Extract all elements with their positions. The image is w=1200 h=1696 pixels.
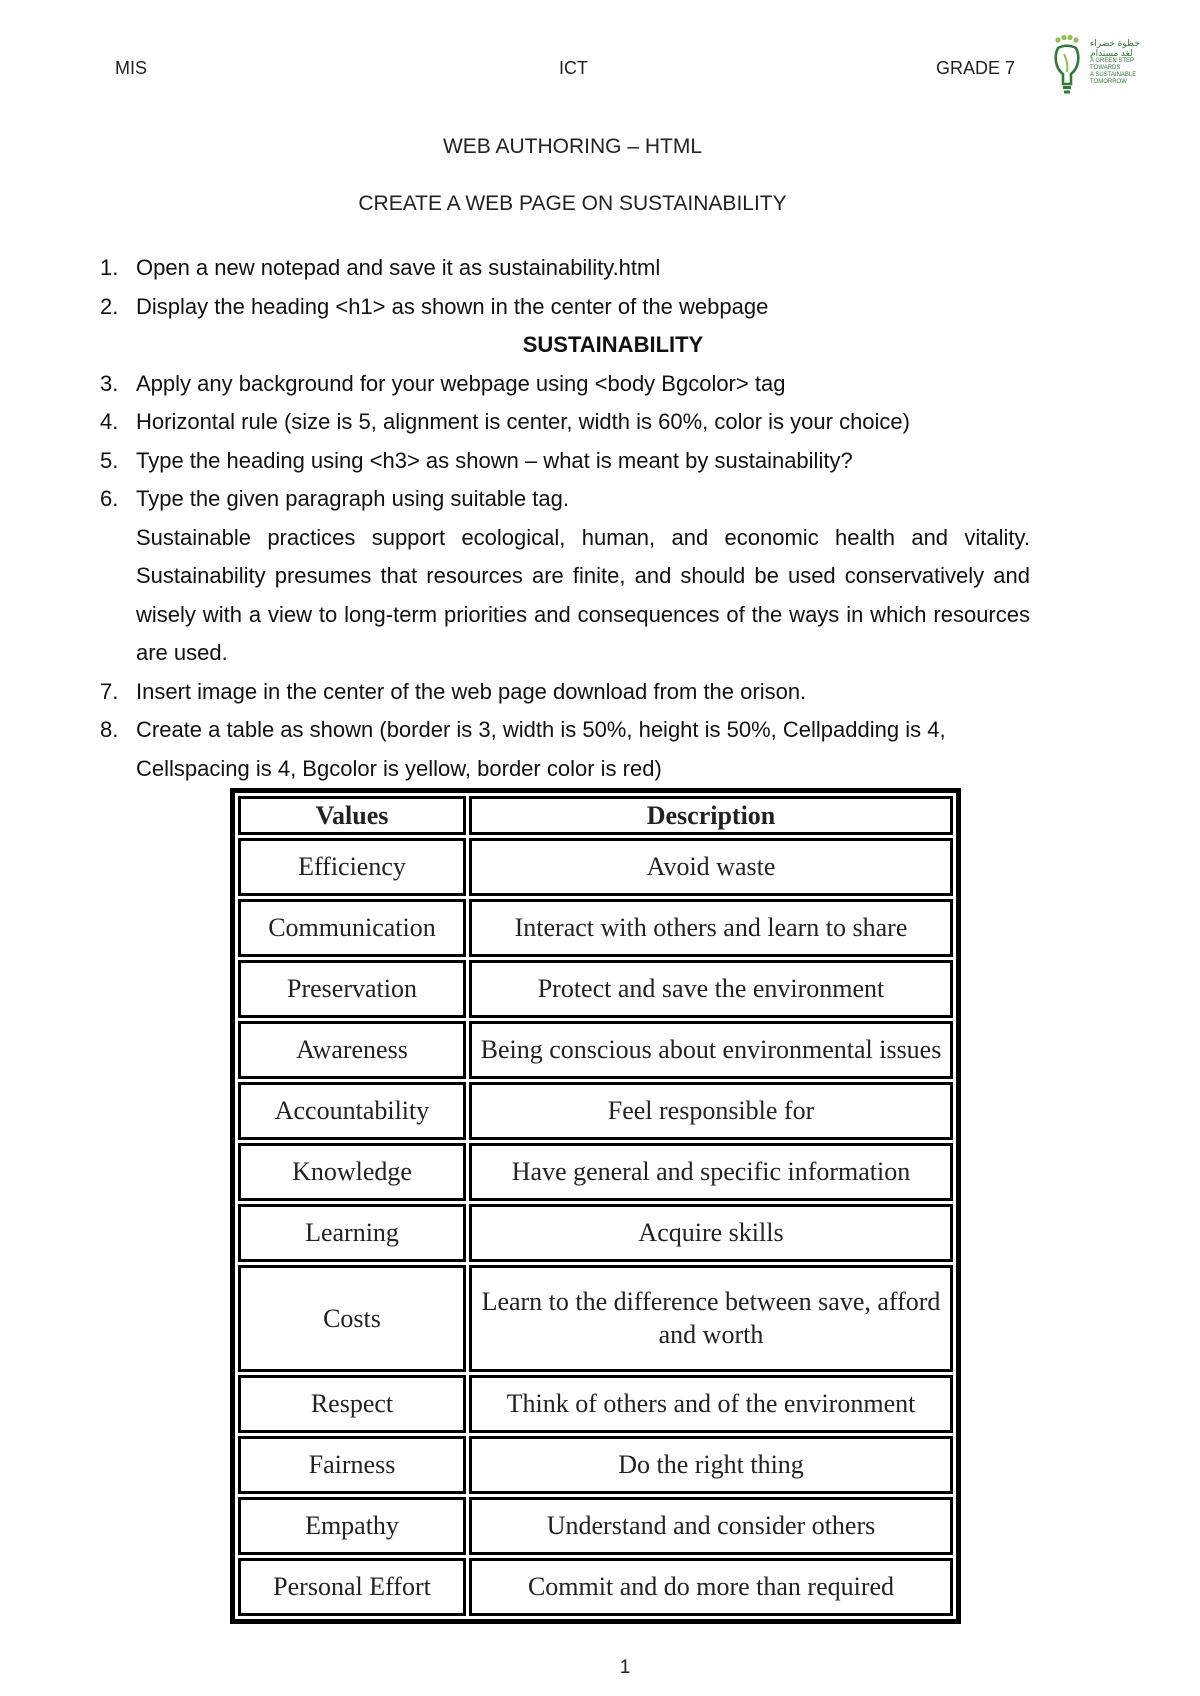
list-item bbox=[100, 480, 1030, 673]
list-item bbox=[100, 442, 1030, 481]
header-grade: GRADE 7 bbox=[936, 58, 1016, 78]
value-cell: Preservation bbox=[238, 960, 466, 1018]
description-cell: Interact with others and learn to share bbox=[469, 899, 953, 957]
footprint-bulb-icon bbox=[1052, 34, 1082, 96]
item-text: Apply any background for your webpage using <body Bgcolor> tag bbox=[136, 370, 786, 396]
item-number: 7. bbox=[100, 678, 119, 704]
table-header-row bbox=[238, 796, 953, 835]
description-cell: Learn to the difference between save, afford and worth bbox=[469, 1265, 953, 1372]
value-cell: Awareness bbox=[238, 1021, 466, 1079]
value-cell: Communication bbox=[238, 899, 466, 957]
item-number: 3. bbox=[100, 370, 119, 396]
table-row bbox=[238, 1558, 953, 1616]
instruction-list bbox=[100, 249, 1030, 788]
page-title: WEB AUTHORING – HTML bbox=[442, 135, 703, 158]
item-text: Display the heading <h1> as shown in the center of the webpage bbox=[136, 293, 769, 319]
description-cell: Do the right thing bbox=[469, 1436, 953, 1494]
table-row bbox=[238, 1497, 953, 1555]
table-row bbox=[238, 899, 953, 957]
sample-paragraph: Sustainable practices support ecological, human, and economic health and vitality. Sustainability presumes that resources are finite, and should be used conservatively and wisely with a view to long-term priorities and consequences of the ways in which resources are used. bbox=[136, 524, 1030, 665]
item-text: Type the heading using <h3> as shown – what is meant by sustainability? bbox=[136, 447, 853, 473]
table-row bbox=[238, 838, 953, 896]
item-number: 5. bbox=[100, 447, 119, 473]
column-header-description: Description bbox=[469, 796, 953, 835]
values-table bbox=[230, 788, 961, 1624]
description-cell: Acquire skills bbox=[469, 1204, 953, 1262]
description-cell: Avoid waste bbox=[469, 838, 953, 896]
sample-heading: SUSTAINABILITY bbox=[522, 332, 704, 357]
item-number: 1. bbox=[100, 255, 119, 280]
description-cell: Understand and consider others bbox=[469, 1497, 953, 1555]
value-cell: Respect bbox=[238, 1375, 466, 1433]
table-row bbox=[238, 1143, 953, 1201]
item-text: Insert image in the center of the web page download from the orison. bbox=[136, 678, 807, 704]
table-row bbox=[238, 1375, 953, 1433]
values-table-grid bbox=[235, 793, 956, 1619]
value-cell: Accountability bbox=[238, 1082, 466, 1140]
item-number: 6. bbox=[100, 486, 119, 511]
column-header-values: Values bbox=[238, 796, 466, 835]
value-cell: Knowledge bbox=[238, 1143, 466, 1201]
item-number: 2. bbox=[100, 293, 119, 319]
list-item bbox=[100, 711, 1030, 788]
value-cell: Costs bbox=[238, 1265, 466, 1372]
header-subject: ICT bbox=[559, 58, 588, 78]
description-cell: Feel responsible for bbox=[469, 1082, 953, 1140]
list-item bbox=[100, 673, 1030, 712]
table-row bbox=[238, 960, 953, 1018]
description-cell: Commit and do more than required bbox=[469, 1558, 953, 1616]
table-row bbox=[238, 1436, 953, 1494]
page-number: 1 bbox=[619, 1657, 631, 1678]
table-row bbox=[238, 1082, 953, 1140]
description-cell: Protect and save the environment bbox=[469, 960, 953, 1018]
item-number: 4. bbox=[100, 409, 119, 434]
list-item bbox=[100, 403, 1030, 442]
value-cell: Personal Effort bbox=[238, 1558, 466, 1616]
description-cell: Have general and specific information bbox=[469, 1143, 953, 1201]
value-cell: Learning bbox=[238, 1204, 466, 1262]
item-text: Open a new notepad and save it as sustainability.html bbox=[136, 255, 661, 280]
logo-text: خطوة خضراء لغد مستدام A GREEN STEP TOWARDS A SUSTAINABLE TOMORROW bbox=[1090, 38, 1140, 85]
green-step-logo bbox=[1052, 34, 1147, 96]
table-row bbox=[238, 1265, 953, 1372]
table-row bbox=[238, 1204, 953, 1262]
page-subtitle: CREATE A WEB PAGE ON SUSTAINABILITY bbox=[358, 192, 787, 215]
list-item bbox=[100, 249, 1030, 288]
description-cell: Being conscious about environmental issues bbox=[469, 1021, 953, 1079]
item-number: 8. bbox=[100, 717, 119, 742]
table-body bbox=[238, 838, 953, 1616]
list-item bbox=[100, 365, 1030, 404]
value-cell: Efficiency bbox=[238, 838, 466, 896]
list-item bbox=[100, 288, 1030, 365]
item-text: Type the given paragraph using suitable tag. bbox=[136, 486, 569, 511]
table-row bbox=[238, 1021, 953, 1079]
value-cell: Empathy bbox=[238, 1497, 466, 1555]
item-text: Create a table as shown (border is 3, width is 50%, height is 50%, Cellpadding is 4, Cellspacing is 4, Bgcolor is yellow, border color is red) bbox=[136, 717, 946, 781]
item-text: Horizontal rule (size is 5, alignment is center, width is 60%, color is your choice) bbox=[136, 409, 910, 434]
header-school: MIS bbox=[115, 58, 148, 78]
description-cell: Think of others and of the environment bbox=[469, 1375, 953, 1433]
value-cell: Fairness bbox=[238, 1436, 466, 1494]
